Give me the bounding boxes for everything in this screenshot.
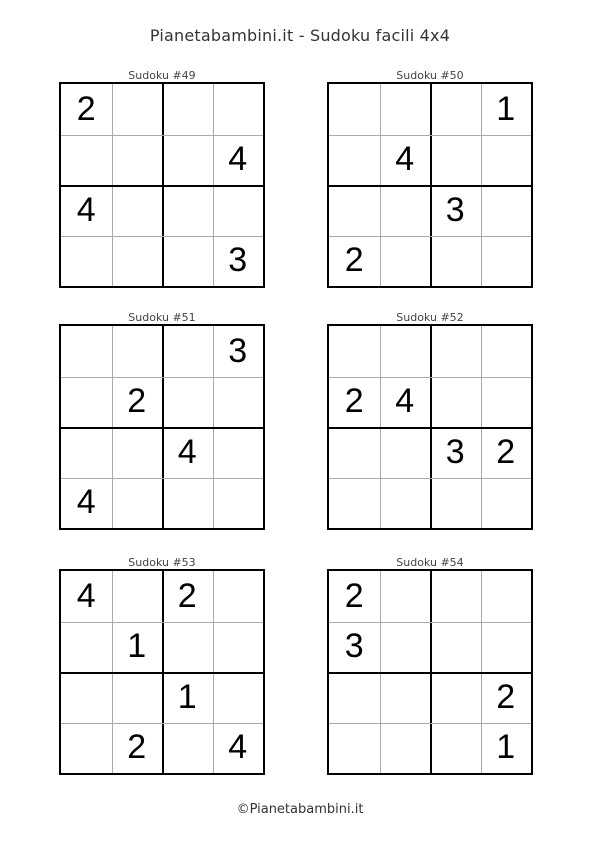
- sudoku-cell: [213, 571, 264, 622]
- sudoku-cell: [430, 622, 481, 673]
- sudoku-cell: [61, 135, 112, 186]
- sudoku-cell: [430, 84, 481, 135]
- sudoku-cell: [430, 672, 481, 723]
- sudoku-cell: [380, 236, 431, 287]
- sudoku-cell: [329, 326, 380, 377]
- sudoku-cell: [380, 326, 431, 377]
- sudoku-cell: 4: [395, 140, 415, 179]
- sudoku-cell: [112, 135, 163, 186]
- sudoku-cell: 4: [76, 576, 96, 615]
- sudoku-cell: [481, 236, 532, 287]
- sudoku-cell: [162, 326, 213, 377]
- sudoku-grid: [59, 569, 265, 775]
- sudoku-cell: [329, 723, 380, 774]
- sudoku-cell: [162, 622, 213, 673]
- sudoku-cell: [481, 478, 532, 529]
- sudoku-cell: [380, 571, 431, 622]
- puzzle-label: Sudoku #51: [128, 311, 196, 324]
- puzzle-label: Sudoku #49: [128, 69, 196, 82]
- sudoku-cell: [329, 84, 380, 135]
- sudoku-cell: [380, 622, 431, 673]
- sudoku-grid: [327, 324, 533, 530]
- sudoku-cell: [430, 478, 481, 529]
- sudoku-cell: 4: [76, 483, 96, 522]
- sudoku-cell: [430, 377, 481, 428]
- sudoku-cell: 1: [496, 89, 516, 128]
- sudoku-cell: 4: [228, 140, 248, 179]
- puzzle-label: Sudoku #54: [396, 556, 464, 569]
- sudoku-cell: [481, 135, 532, 186]
- sudoku-cell: 2: [127, 382, 147, 421]
- sudoku-cell: [112, 571, 163, 622]
- sudoku-cell: [162, 236, 213, 287]
- sudoku-cell: [213, 478, 264, 529]
- page-title: Pianetabambini.it - Sudoku facili 4x4: [149, 26, 451, 45]
- sudoku-cell: [112, 478, 163, 529]
- sudoku-cell: [380, 478, 431, 529]
- sudoku-puzzle: [59, 311, 265, 530]
- sudoku-cell: 3: [228, 241, 248, 280]
- sudoku-cell: 3: [344, 627, 364, 666]
- sudoku-cells: [329, 84, 531, 286]
- sudoku-cell: [430, 723, 481, 774]
- sudoku-cell: [112, 185, 163, 236]
- sudoku-cells: [329, 326, 531, 528]
- sudoku-cell: [112, 326, 163, 377]
- sudoku-grid: [327, 82, 533, 288]
- sudoku-cells: [61, 84, 263, 286]
- sudoku-cell: [380, 672, 431, 723]
- sudoku-puzzle: [327, 311, 533, 530]
- sudoku-cell: [162, 723, 213, 774]
- sudoku-cell: 4: [76, 190, 96, 229]
- sudoku-cell: 3: [445, 190, 465, 229]
- sudoku-cell: [162, 478, 213, 529]
- sudoku-cell: 2: [496, 677, 516, 716]
- sudoku-cell: [380, 185, 431, 236]
- sudoku-cell: [329, 185, 380, 236]
- sudoku-cell: [162, 135, 213, 186]
- sudoku-cell: 2: [344, 576, 364, 615]
- sudoku-cell: [481, 185, 532, 236]
- sudoku-cell: [380, 427, 431, 478]
- sudoku-cell: 1: [127, 627, 147, 666]
- sudoku-cell: 4: [228, 728, 248, 767]
- sudoku-cell: 2: [76, 89, 96, 128]
- sudoku-cell: [112, 672, 163, 723]
- sudoku-cell: [329, 478, 380, 529]
- copyright-footer: ©Pianetabambini.it: [236, 802, 364, 817]
- sudoku-cell: [61, 622, 112, 673]
- sudoku-cell: 1: [496, 728, 516, 767]
- sudoku-puzzle: [59, 69, 265, 288]
- puzzle-label: Sudoku #52: [396, 311, 464, 324]
- sudoku-cell: [213, 622, 264, 673]
- sudoku-grid: [59, 324, 265, 530]
- sudoku-cell: [430, 135, 481, 186]
- sudoku-cell: 3: [445, 432, 465, 471]
- sudoku-cell: [213, 185, 264, 236]
- sudoku-cell: [61, 377, 112, 428]
- sudoku-cells: [61, 326, 263, 528]
- sudoku-cell: [112, 236, 163, 287]
- puzzle-label: Sudoku #50: [396, 69, 464, 82]
- sudoku-cell: [481, 326, 532, 377]
- sudoku-grid: [59, 82, 265, 288]
- sudoku-cell: [61, 427, 112, 478]
- sudoku-cell: [213, 377, 264, 428]
- sudoku-cell: [380, 84, 431, 135]
- sudoku-cell: [430, 571, 481, 622]
- sudoku-cell: 2: [344, 382, 364, 421]
- sudoku-cell: 3: [228, 331, 248, 370]
- sudoku-cell: [213, 84, 264, 135]
- sudoku-cell: [112, 84, 163, 135]
- sudoku-cell: [61, 236, 112, 287]
- sudoku-cell: [162, 377, 213, 428]
- sudoku-cell: 4: [177, 432, 197, 471]
- sudoku-cell: [481, 622, 532, 673]
- sudoku-cell: [112, 427, 163, 478]
- sudoku-cell: [481, 377, 532, 428]
- sudoku-cell: [61, 672, 112, 723]
- sudoku-cell: [430, 236, 481, 287]
- sudoku-cell: [481, 571, 532, 622]
- puzzle-label: Sudoku #53: [128, 556, 196, 569]
- sudoku-cell: [329, 427, 380, 478]
- sudoku-cell: [329, 672, 380, 723]
- sudoku-puzzle: [59, 556, 265, 775]
- sudoku-cell: [329, 135, 380, 186]
- sudoku-cell: [213, 427, 264, 478]
- sudoku-cell: 2: [496, 432, 516, 471]
- sudoku-cell: [213, 672, 264, 723]
- sudoku-cell: 1: [177, 677, 197, 716]
- sudoku-cells: [61, 571, 263, 773]
- sudoku-cell: 2: [177, 576, 197, 615]
- sudoku-cell: 2: [127, 728, 147, 767]
- sudoku-puzzle: [327, 556, 533, 775]
- sudoku-cell: [162, 185, 213, 236]
- sudoku-cell: [162, 84, 213, 135]
- sudoku-cells: [329, 571, 531, 773]
- sudoku-cell: 2: [344, 241, 364, 280]
- sudoku-cell: [430, 326, 481, 377]
- sudoku-cell: [380, 723, 431, 774]
- sudoku-cell: 4: [395, 382, 415, 421]
- sudoku-cell: [61, 723, 112, 774]
- sudoku-cell: [61, 326, 112, 377]
- sudoku-puzzle: [327, 69, 533, 288]
- sudoku-grid: [327, 569, 533, 775]
